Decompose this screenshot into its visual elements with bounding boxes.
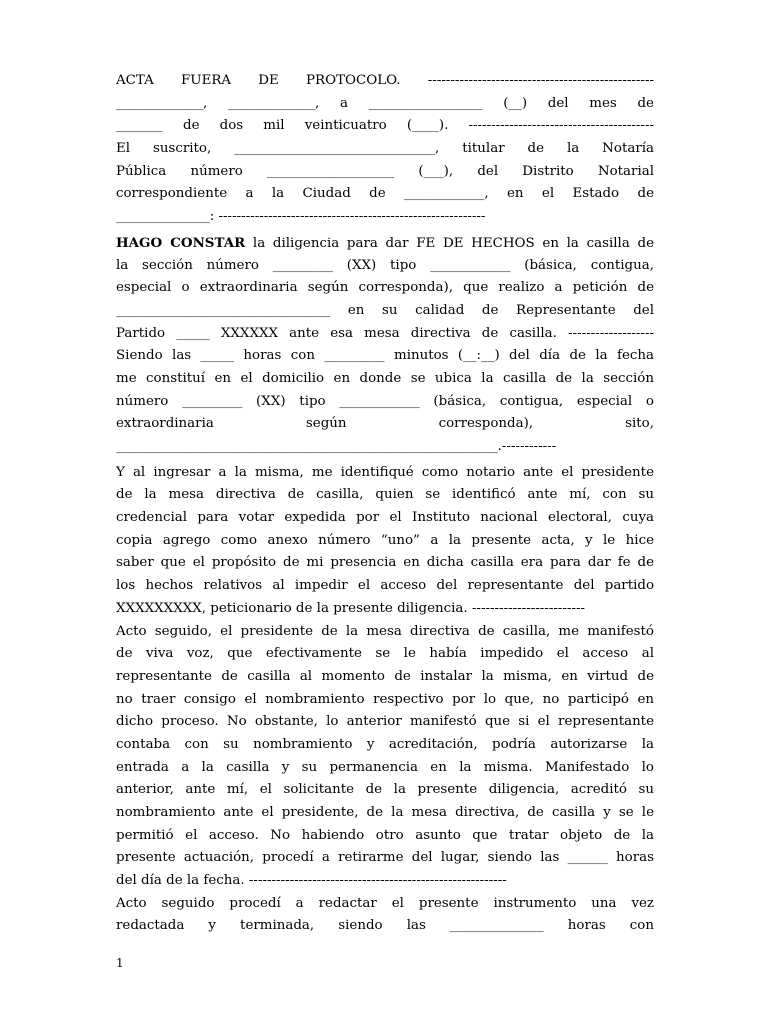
document-body (116, 70, 654, 938)
line-text: de la mesa directiva de casilla, quien se identificó ante mí, con su (116, 487, 654, 503)
text-line (116, 666, 654, 689)
text-line (116, 757, 654, 780)
text-line (116, 870, 654, 893)
line-text: ________________________________ en su calidad de Representante del (116, 302, 654, 318)
text-line (116, 345, 654, 368)
line-text: _______ de dos mil veinticuatro (____). ----------------------------------------- (116, 118, 654, 134)
text-line (116, 368, 654, 391)
text-line (116, 621, 654, 644)
text-line (116, 507, 654, 530)
line-text: El suscrito, ______________________________, titular de la Notaría (116, 141, 654, 157)
line-text: saber que el propósito de mi presencia en dicha casilla era para dar fe de (116, 555, 654, 571)
line-text: dicho proceso. No obstante, lo anterior manifestó que si el representante (116, 714, 654, 730)
line-text: credencial para votar expedida por el Instituto nacional electoral, cuya (116, 510, 654, 526)
text-line (116, 161, 654, 184)
line-text: XXXXXXXXX, peticionario de la presente diligencia. ------------------------- (116, 600, 586, 616)
line-text: la sección número _________ (XX) tipo ____________ (básica, contigua, (116, 257, 654, 273)
line-text: ______________: ----------------------------------------------------------- (116, 209, 486, 225)
text-line (116, 436, 654, 459)
line-text: no traer consigo el nombramiento respectivo por lo que, no participó en (116, 691, 654, 707)
text-line (116, 915, 654, 938)
text-line (116, 93, 654, 116)
line-text: ACTA FUERA DE PROTOCOLO. -------------------------------------------------- (116, 73, 654, 88)
text-line (116, 847, 654, 870)
line-text: anterior, ante mí, el solicitante de la presente diligencia, acreditó su (116, 782, 654, 798)
line-text: la diligencia para dar FE DE HECHOS en la casilla de (245, 235, 654, 251)
text-line (116, 277, 654, 300)
text-line (116, 300, 654, 323)
line-text: Acto seguido procedí a redactar el presente instrumento una vez (116, 895, 654, 911)
text-line (116, 206, 654, 229)
line-text: especial o extraordinaria según corresponda), que realizo a petición de (116, 280, 654, 296)
page-number: 1 (116, 956, 124, 970)
text-line (116, 323, 654, 346)
text-line (116, 115, 654, 138)
text-line (116, 138, 654, 161)
text-line (116, 183, 654, 206)
text-line (116, 484, 654, 507)
line-text: representante de casilla al momento de instalar la misma, en virtud de (116, 668, 654, 684)
line-text: contaba con su nombramiento y acreditación, podría autorizarse la (116, 736, 654, 752)
text-line (116, 689, 654, 712)
text-line (116, 391, 654, 414)
line-text: nombramiento ante el presidente, de la mesa directiva, de casilla y se le (116, 805, 654, 820)
text-line (116, 255, 654, 278)
line-text: Partido _____ XXXXXX ante esa mesa directiva de casilla. ------------------- (116, 325, 654, 341)
text-line (116, 893, 654, 916)
line-text: los hechos relativos al impedir el acceso del representante del partido (116, 578, 654, 594)
text-line (116, 802, 654, 825)
line-text: redactada y terminada, siendo las ______________ horas con (116, 918, 654, 934)
text-line (116, 530, 654, 553)
line-text: Acto seguido, el presidente de la mesa directiva de casilla, me manifestó (116, 623, 654, 639)
line-text: Siendo las _____ horas con _________ minutos (__:__) del día de la fecha (116, 348, 654, 364)
text-line (116, 413, 654, 436)
text-line (116, 779, 654, 802)
bold-heading-text: HAGO CONSTAR (116, 234, 246, 251)
line-text: extraordinaria según corresponda), sito, (116, 416, 654, 432)
line-text: permitió el acceso. No habiendo otro asunto que tratar objeto de la (116, 827, 654, 843)
line-text: de viva voz, que efectivamente se le había impedido el acceso al (116, 646, 654, 662)
line-text: correspondiente a la Ciudad de ____________, en el Estado de (116, 186, 654, 202)
text-line (116, 598, 654, 621)
text-line (116, 552, 654, 575)
line-text: del día de la fecha. --------------------------------------------------------- (116, 873, 507, 889)
line-text: me constituí en el domicilio en donde se ubica la casilla de la sección (116, 370, 654, 386)
text-line (116, 711, 654, 734)
line-text: copia agrego como anexo número “uno” a la presente acta, y le hice (116, 532, 654, 548)
text-line (116, 825, 654, 848)
line-text: _____________, _____________, a _________________ (__) del mes de (116, 95, 654, 111)
line-text: entrada a la casilla y su permanencia en la misma. Manifestado lo (116, 759, 654, 775)
text-line (116, 232, 654, 255)
line-text: Y al ingresar a la misma, me identifiqué como notario ante el presidente (116, 464, 654, 480)
line-text: _________________________________________________________.------------ (116, 439, 557, 454)
line-text: presente actuación, procedí a retirarme del lugar, siendo las ______ horas (116, 850, 654, 866)
text-line (116, 575, 654, 598)
line-text: Pública número ___________________ (___), del Distrito Notarial (116, 163, 654, 179)
text-line (116, 643, 654, 666)
text-line (116, 70, 654, 93)
text-line (116, 734, 654, 757)
line-text: número _________ (XX) tipo ____________ (básica, contigua, especial o (116, 393, 654, 409)
text-line (116, 462, 654, 485)
